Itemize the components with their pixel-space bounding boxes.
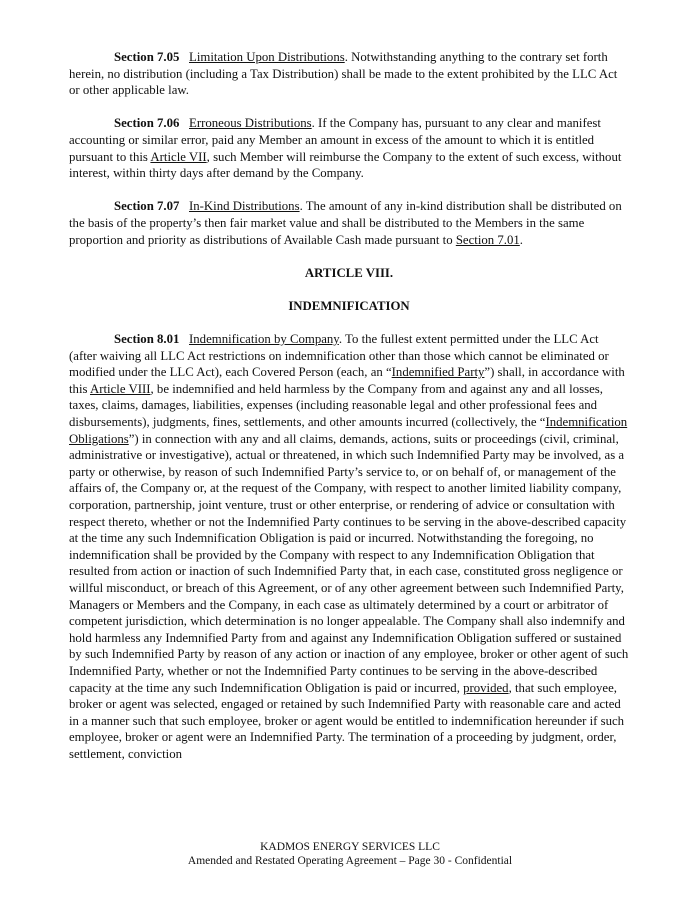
section-title: In-Kind Distributions: [189, 199, 300, 214]
section-number: Section 7.06: [114, 116, 180, 131]
section-8-01: [69, 331, 629, 762]
defined-term: provided: [463, 680, 509, 695]
section-text: .: [519, 232, 523, 247]
cross-reference: Article VII: [150, 149, 207, 164]
section-number: Section 7.07: [114, 199, 180, 214]
page-footer: [0, 840, 700, 868]
footer-page-info: Amended and Restated Operating Agreement – Page 30 - Confidential: [187, 855, 513, 867]
cross-reference: Article VIII: [89, 381, 151, 396]
section-text: . If the Company has, pursuant to any clear and manifest accounting or similar error, paid any Member an amount in excess of the amount to which it is entitled pursuant to this: [69, 116, 601, 164]
document-body: [69, 49, 629, 779]
defined-term: Indemnified Party: [391, 365, 485, 380]
defined-term: Indemnification Obligations: [69, 415, 628, 446]
footer-company: KADMOS ENERGY SERVICES LLC: [260, 841, 440, 853]
section-number: Section 8.01: [114, 332, 180, 347]
section-7-06: [69, 115, 629, 181]
section-7-05: [69, 49, 629, 99]
section-7-07: [69, 198, 629, 248]
article-heading: ARTICLE VIII.: [304, 265, 394, 280]
section-text: . The amount of any in-kind distribution shall be distributed on the basis of the property’s then fair market value and shall be distributed to the Members in the same proportion and priority as distributions of Available Cash made pursuant to: [69, 199, 622, 247]
section-text: ”) in connection with any and all claims, demands, actions, suits or proceedings (civil, criminal, administrative or investigative), actual or threatened, in which such Indemnified Party may be involved, as a party or otherwise, by reason of such Indemnified Party’s service to, or on behalf of, or management of the affairs of, the Company or, at the request of the Company, with respect to another limited liability company, corporation, partnership, joint venture, trust or other enterprise, or rendering of advice or consultation with respect thereto, whether or not the Indemnified Party continues to be serving in the above-described capacity at the time any such Indemnification Obligation is paid or incurred. Notwithstanding the foregoing, no indemnification shall be provided by the Company with respect to any Indemnification Obligation that resulted from action or inaction of such Indemnified Party that, in each case, constituted gross negligence or willful misconduct, or breach of this Agreement, or of any other agreement between such Indemnified Party, Managers or Members and the Company, in each case as ultimately determined by a court or arbitrator of competent jurisdiction, which determination is no longer appealable. The Company shall also indemnify and hold harmless any Indemnified Party from and against any Indemnification Obligation suffered or sustained by such Indemnified Party by reason of any action or inaction of any employee, broker or other agent of such Indemnified Party, whether or not the Indemnified Party continues to be serving in the above-described capacity at the time any such Indemnification Obligation is paid or incurred,: [69, 431, 629, 695]
section-text: . Notwithstanding anything to the contrary set forth herein, no distribution (including a Tax Distribution) shall be made to the extent prohibited by the LLC Act or other applicable law.: [69, 50, 618, 98]
article-title: INDEMNIFICATION: [288, 298, 410, 313]
section-text: , be indemnified and held harmless by the Company from and against any and all losses, taxes, claims, damages, liabilities, expenses (including reasonable legal and other professional fees and disbursements), judgments, fines, settlements, and other amounts incurred (collectively, the “: [69, 381, 603, 430]
section-title: Limitation Upon Distributions: [189, 50, 345, 64]
section-title: Erroneous Distributions: [189, 116, 312, 131]
cross-reference: Section 7.01: [455, 232, 520, 247]
section-number: Section 7.05: [114, 50, 180, 64]
section-text: ”) shall, in accordance with this: [69, 365, 625, 396]
section-title: Indemnification by Company: [189, 332, 339, 347]
section-text: , such Member will reimburse the Company to the extent of such excess, without interest, within thirty days after demand by the Company.: [69, 149, 622, 181]
section-text: . To the fullest extent permitted under the LLC Act (after waiving all LLC Act restrictions on indemnification other than those which cannot be eliminated or modified under the LLC Act), each Covered Person (each, an “: [69, 332, 609, 380]
section-text: , that such employee, broker or agent was selected, engaged or retained by such Indemnified Party with reasonable care and acted in a manner such that such employee, broker or agent would be entitled to indemnification hereunder if such employee, broker or agent were an Indemnified Party. The termination of a proceeding by judgment, order, settlement, conviction: [69, 680, 625, 761]
